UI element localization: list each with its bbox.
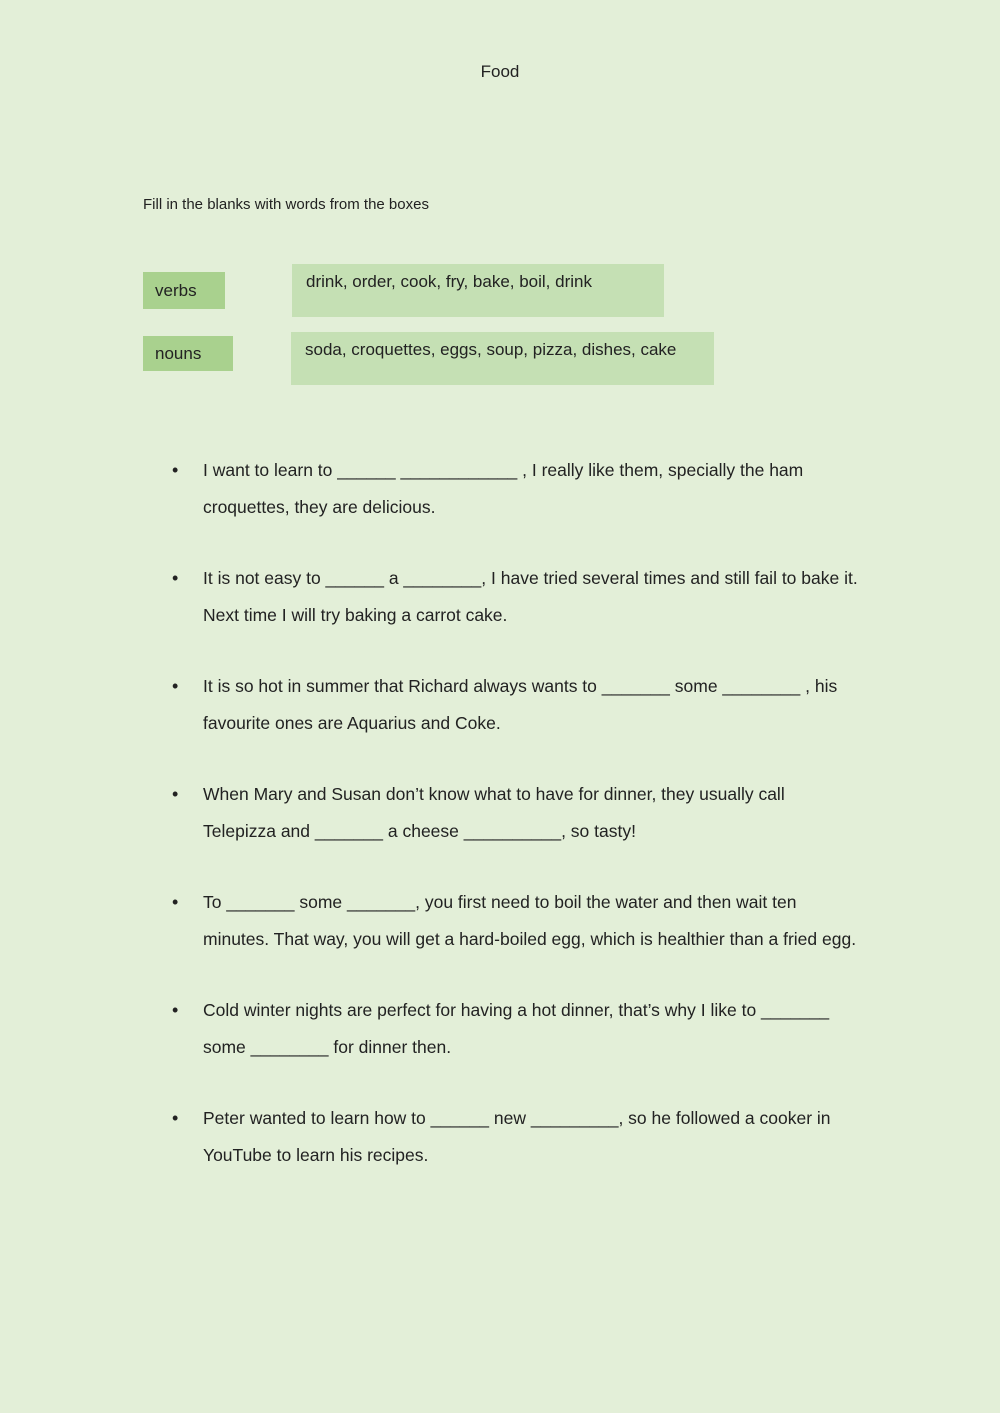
exercise-list [170, 452, 860, 1208]
instructions: Fill in the blanks with words from the boxes [143, 196, 429, 213]
exercise-item: • I want to learn to ______ ____________ , I really like them, specially the ham croquettes, they are delicious. [170, 452, 860, 526]
verbs-label-box: verbs [143, 272, 225, 309]
exercise-item: • To _______ some _______, you first need to boil the water and then wait ten minutes. That way, you will get a hard-boiled egg, which is healthier than a fried egg. [170, 884, 860, 958]
exercise-item: • It is so hot in summer that Richard always wants to _______ some ________ , his favourite ones are Aquarius and Coke. [170, 668, 860, 742]
nouns-word-box: soda, croquettes, eggs, soup, pizza, dishes, cake [291, 332, 714, 385]
exercise-item: • Peter wanted to learn how to ______ new _________, so he followed a cooker in YouTube to learn his recipes. [170, 1100, 860, 1174]
exercise-item: • It is not easy to ______ a ________, I have tried several times and still fail to bake it. Next time I will try baking a carrot cake. [170, 560, 860, 634]
exercise-item: • Cold winter nights are perfect for having a hot dinner, that’s why I like to _______ some ________ for dinner then. [170, 992, 860, 1066]
page-title: Food [480, 62, 520, 81]
exercise-item: • When Mary and Susan don’t know what to have for dinner, they usually call Telepizza and _______ a cheese __________, so tasty! [170, 776, 860, 850]
verbs-word-box: drink, order, cook, fry, bake, boil, drink [292, 264, 664, 317]
nouns-label-box: nouns [143, 336, 233, 371]
